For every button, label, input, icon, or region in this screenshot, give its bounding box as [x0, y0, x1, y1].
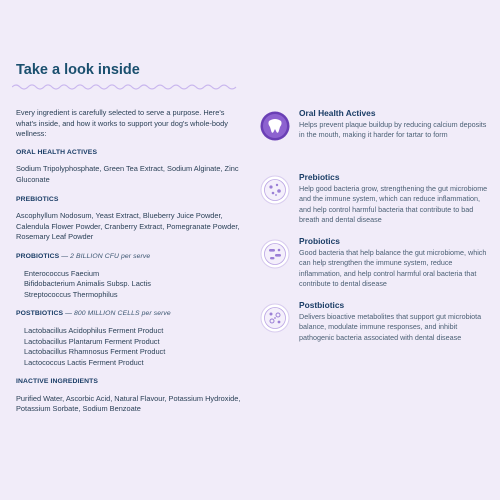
probiotics-dose-note: — 2 BILLION CFU per serve [59, 252, 151, 260]
list-item: Lactobacillus Acidophilus Ferment Product [24, 325, 164, 335]
postbiotics-dose-note: — 800 MILLION CELLS per serve [63, 310, 171, 318]
benefit-description: Delivers bioactive metabolites that support gut microbiota balance, modulate immune responses, and inhibit pathogenic bacteria associated with dental disease [299, 312, 482, 342]
benefit-description: Help good bacteria grow, strengthening the gut microbiome and the immune system, which can reduce inflammation, and help control harmful bacteria that contribute to bad breath and dental disease [299, 184, 488, 225]
inactive-heading: INACTIVE INGREDIENTS [16, 378, 99, 386]
oral-ingredients: Sodium Tripolyphosphate, Green Tea Extract, Sodium Alginate, Zinc Gluconate [16, 164, 239, 184]
postbiotics-list [24, 326, 244, 368]
benefit-description: Helps prevent plaque buildup by reducing calcium deposits in the mouth, making it harder for tartar to form [299, 120, 487, 140]
probiotics-list [24, 269, 244, 301]
probiotics-heading-label: PROBIOTICS [16, 252, 60, 260]
benefit-probiotics [258, 236, 490, 292]
benefit-title: Prebiotics [299, 172, 340, 182]
benefit-postbiotics [258, 300, 490, 356]
prebiotics-ingredients: Ascophyllum Nodosum, Yeast Extract, Blueberry Juice Powder, Calendula Flower Powder, Cranberry Extract, Pomegranate Powder, Rosemary Leaf Powder [16, 211, 240, 242]
benefit-prebiotics [258, 172, 490, 228]
benefit-title: Postbiotics [299, 300, 345, 310]
intro-text: Every ingredient is carefully selected to serve a purpose. Here's what's inside, and how it works to support your dog's whole-body wellness: [16, 108, 228, 139]
probiotic-icon [260, 239, 290, 269]
list-item: Bifidobacterium Animalis Subsp. Lactis [24, 279, 151, 289]
tooth-icon [260, 111, 290, 141]
postbiotic-icon [260, 303, 290, 333]
probiotics-heading [16, 252, 244, 263]
inactive-ingredients: Purified Water, Ascorbic Acid, Natural Flavour, Potassium Hydroxide, Potassium Sorbate, Sodium Benzoate [16, 393, 241, 414]
wavy-divider [12, 83, 238, 91]
ingredients-list [16, 108, 244, 424]
postbiotics-heading-label: POSTBIOTICS [16, 310, 64, 318]
prebiotics-heading: PREBIOTICS [16, 195, 59, 203]
list-item: Lactobacillus Plantarum Ferment Product [24, 336, 160, 346]
list-item: Lactococcus Lactis Ferment Product [24, 357, 144, 367]
page-title: Take a look inside [16, 62, 140, 78]
benefits-list [258, 108, 490, 364]
list-item: Lactobacillus Rhamnosus Ferment Product [24, 347, 166, 357]
postbiotics-heading [16, 309, 244, 320]
oral-heading: ORAL HEALTH ACTIVES [16, 148, 98, 156]
benefit-title: Oral Health Actives [299, 108, 376, 118]
prebiotic-icon [260, 175, 290, 205]
list-item: Streptococcus Thermophilus [24, 289, 118, 299]
benefit-title: Probiotics [299, 236, 340, 246]
benefit-oral-health [258, 108, 490, 164]
benefit-description: Good bacteria that help balance the gut microbiome, which can help strengthen the immune system, reduce inflammation, and help control harmful oral bacteria that contribute to dental disease [299, 248, 487, 289]
list-item: Enterococcus Faecium [24, 268, 100, 278]
